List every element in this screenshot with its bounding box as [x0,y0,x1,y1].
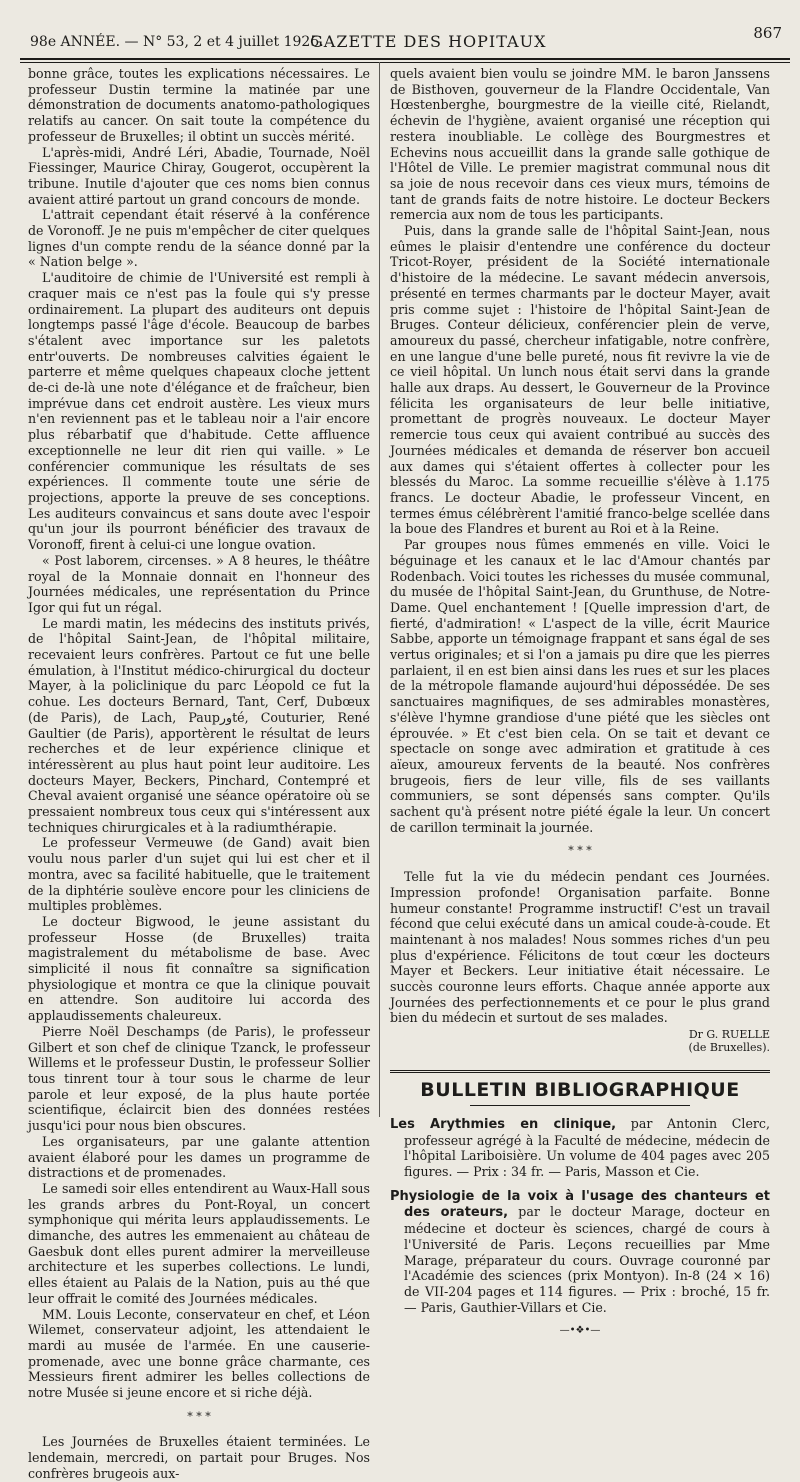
author-name: Dr G. RUELLE [688,1028,770,1042]
author-signature [390,1028,770,1054]
end-ornament: —•❖•— [559,1325,601,1337]
paragraph: Telle fut la vie du médecin pendant ces Journées. Impression profonde! Organisation parfaite. Bonne humeur constante! Programme instructif! C'est un travail fécond que celui exécuté dans un amical coude-à-coude. Et maintenant à nos malades! Nous sommes riches d'un peu plus d'expérience. Félicitons de tout cœur les docteurs Mayer et Beckers. Leur initiative était nécessaire. Le succès couronne leurs efforts. Chaque année apporte aux Journées des perfectionnements et ce pour le plus grand bien du médecin et surtout de ses malades. [390,869,770,1026]
paragraph: Les Journées de Bruxelles étaient terminées. Le lendemain, mercredi, on partait pour Bruges. Nos confrères brugeois aux- [28,1434,370,1481]
bibliography-title: BULLETIN BIBLIOGRAPHIQUE [420,1079,740,1102]
paragraph: L'attrait cependant était réservé à la conférence de Voronoff. Je ne puis m'empêcher de citer quelques lignes d'un compte rendu de la séance donné par la « Nation belge ». [28,207,370,270]
entry-title: Physiologie de la voix à l'usage des chanteurs et des orateurs, [390,1188,770,1221]
section-separator: * * * [187,1409,211,1423]
paragraph: Les organisateurs, par une galante attention avaient élaboré pour les dames un programme de distractions et de promenades. [28,1133,370,1181]
paragraph: « Post laborem, circenses. » A 8 heures, le théâtre royal de la Monnaie donnait en l'honneur des Journées médicales, une représentation du Prince Igor qui fut un régal. [28,552,370,615]
entry-text: par Antonin Clerc, professeur agrégé à la Faculté de médecine, médecin de l'hôpital Lariboisière. Un volume de 404 pages avec 205 figures. — Prix : 34 fr. — Paris, Masson et Cie. [404,1115,770,1179]
page-header [20,20,790,60]
column-divider [379,62,380,1117]
paragraph: Le mardi matin, les médecins des instituts privés, de l'hôpital Saint-Jean, de l'hôpital militaire, recevaient leurs confrères. Partout ce fut une belle émulation, à l'Institut médico-chirurgical du docteur Mayer, à la policlinique du parc Léopold ce fut la cohue. Les docteurs Bernard, Tant, Cerf, Dubœux (de Paris), de Lach, Paupورté, Couturier, René Gaultier (de Paris), apportèrent le résultat de leurs recherches et de leur expérience clinique et intéressèrent au plus haut point leur auditoire. Les docteurs Mayer, Beckers, Pinchard, Contempré et Cheval avaient organisé une séance opératoire où se pressaient nombreux tous ceux qui s'intéressent aux techniques chirurgicales et à la radiumthérapie. [28,615,370,835]
paragraph: Par groupes nous fûmes emmenés en ville. Voici le béguinage et les canaux et le lac d'Amour chantés par Rodenbach. Voici toutes les richesses du musée communal, du musée de l'hôpital Saint-Jean, du Grunthuse, de Notre-Dame. Quel enchantement ! [Quelle impression d'art, de fierté, d'admiration! « L'aspect de la ville, écrit Maurice Sabbe, apporte un témoignage frappant et sans égal de ses vertus originales; et si l'on a jamais pu dire que les pierres parlaient, il en est bien ainsi dans les rues et sur les places de la métropole flamande aujourd'hui dépossédée. De ses sanctuaires magnifiques, de ses admirables monastères, s'élève l'hymne grandiose d'une piété que les siècles ont éprouvée. » Et c'est bien cela. On se tait et devant ce spectacle on songe avec admiration et gratitude à ces aïeux, amoureux fervents de la beauté. Nos confrères brugeois, fiers de leur ville, fils de ses vaillants communiers, se sont dépensés sans compter. Qu'ils sachent qu'à présent notre piété égale la leur. Un concert de carillon terminait la journée. [390,537,770,835]
paragraph: Le professeur Vermeuwe (de Gand) avait bien voulu nous parler d'un sujet qui lui est cher et il montra, avec sa facilité habituelle, que le traitement de la diphtérie soulève encore pour les cliniciens de multiples problèmes. [28,835,370,914]
paragraph: L'après-midi, André Léri, Abadie, Tournade, Noël Fiessinger, Maurice Chiray, Gougerot, occupèrent la tribune. Inutile d'ajouter que ces noms bien connus avaient attiré partout un grand concours de monde. [28,144,370,207]
entry-text: par le docteur Marage, docteur en médecine et docteur ès sciences, chargé de cours à l'Université de Paris. Leçons recueillies par Mme Marage, préparateur du cours. Ouvrage couronné par l'Académie des sciences (prix Montyon). In-8 (24 × 16) de VII-204 pages et 114 figures. — Prix : broché, 15 fr. — Paris, Gauthier-Villars et Cie. [404,1204,771,1315]
paragraph: MM. Louis Leconte, conservateur en chef, et Léon Wilemet, conservateur adjoint, les attendaient le mardi au musée de l'armée. En une causerie-promenade, avec une bonne grâce charmante, ces Messieurs firent admirer les belles collections de notre Musée si jeune encore et si riche déjà. [28,1306,370,1401]
bibliography-section [390,1070,770,1106]
paragraph: Le docteur Bigwood, le jeune assistant du professeur Hosse (de Bruxelles) traita magistralement du métabolisme de base. Avec simplicité il nous fit connaître sa signification physiologique et montra ce que la clinique pouvait en attendre. Son auditoire lui accorda des applaudissements chaleureux. [28,913,370,1024]
bibliography-entry [390,1188,770,1316]
author-place: (de Bruxelles). [688,1041,770,1055]
header-rule [20,58,790,63]
paragraph: bonne grâce, toutes les explications nécessaires. Le professeur Dustin termine la matinée par une démonstration de documents anatomo-pathologiques relatifs au cancer. On sait toute la compétence du professeur de Bruxelles; il obtint un succès mérité. [28,66,370,144]
bibliography-entry [390,1116,770,1180]
section-separator: * * * [568,844,592,858]
page-number: 867 [753,24,782,42]
journal-title: GAZETTE DES HOPITAUX [310,32,547,51]
paragraph: Le samedi soir elles entendirent au Waux-Hall sous les grands arbres du Pont-Royal, un concert symphonique qui mérita leurs applaudissements. Le dimanche, des autres les emmenaient au château de Gaesbuk dont elles purent admirer la merveilleuse architecture et les superbes collections. Le lundi, elles étaient au Palais de la Nation, puis au thé que leur offrait le comité des Journées médicales. [28,1180,370,1306]
entry-title: Les Arythmies en clinique, [390,1116,617,1132]
issue-info: 98e ANNÉE. — N° 53, 2 et 4 juillet 1925. [30,34,324,50]
bibliography-rule [470,1105,690,1106]
left-column [28,66,370,1482]
paragraph: L'auditoire de chimie de l'Université est rempli à craquer mais ce n'est pas la foule qui s'y presse ordinairement. La plupart des auditeurs ont depuis longtemps passé l'âge d'école. Beaucoup de barbes s'étalent avec importance sur les paletots entr'ouverts. De nombreuses calvities égaient le parterre et même quelques chapeaux cloche jettent de-ci de-là une note d'élégance et de fraîcheur, bien imprévue dans cet endroit austère. Les vieux murs n'en reviennent pas et le tableau noir a l'air encore plus rébarbatif que d'habitude. Cette affluence exceptionnelle ne leur dit rien qui vaille. » Le conférencier communique les résultats de ses expériences. Il commente toute une série de projections, apporte la preuve de ses conceptions. Les auditeurs convaincus et sans doute avec l'espoir qu'un jour ils pourront bénéficier des travaux de Voronoff, firent à celui-ci une longue ovation. [28,270,370,553]
paragraph: Pierre Noël Deschamps (de Paris), le professeur Gilbert et son chef de clinique Tzanck, le professeur Willems et le professeur Dustin, le professeur Sollier tous tinrent tour à tour sous le charme de leur parole et leur exposé, de la plus haute portée scientifique, éclaircit bien des données restées jusqu'ici pour nous bien obscures. [28,1023,370,1134]
paragraph: quels avaient bien voulu se joindre MM. le baron Janssens de Bisthoven, gouverneur de la Flandre Occidentale, Van Hœstenberghe, bourgmestre de la vieille cité, Rielandt, échevin de l'hygiène, avaient organisé une réception qui restera inoubliable. Le collège des Bourgmestres et Echevins nous accueillit dans la grande salle gothique de l'Hôtel de Ville. Le premier magistrat communal nous dit sa joie de nous recevoir dans ces vieux murs, témoins de tant de grands faits de notre histoire. Le docteur Beckers remercia aux nom de tous les participants. [390,66,770,223]
paragraph: Puis, dans la grande salle de l'hôpital Saint-Jean, nous eûmes le plaisir d'entendre une conférence du docteur Tricot-Royer, président de la Société internationale d'histoire de la médecine. Le savant médecin anversois, présenté en termes charmants par le docteur Mayer, avait pris comme sujet : l'histoire de l'hôpital Saint-Jean de Bruges. Conteur délicieux, conférencier plein de verve, amoureux du passé, chercheur infatigable, notre confrère, en une langue d'une belle pureté, nous fit revivre la vie de ce vieil hôpital. Un lunch nous était servi dans la grande halle aux draps. Au dessert, le Gouverneur de la Province félicita les organisateurs de leur belle initiative, promettant de progrès nouveaux. Le docteur Mayer remercie tous ceux qui avaient contribué au succès des Journées médicales et demanda de réserver bon accueil aux dames qui s'étaient offertes à collecter pour les blessés du Maroc. La somme recueillie s'élève à 1.175 francs. Le docteur Abadie, le professeur Vincent, en termes émus célébrèrent l'amitié franco-belge scellée dans la boue des Flandres et burent au Roi et à la Reine. [390,223,770,537]
right-column [390,66,770,1339]
